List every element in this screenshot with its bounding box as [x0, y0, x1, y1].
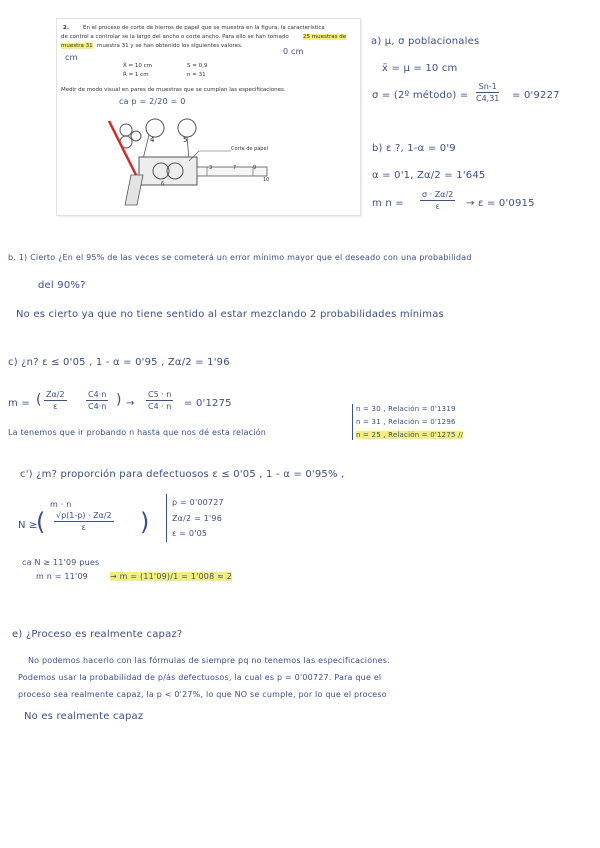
- label-3: 3: [209, 165, 213, 171]
- d-result-highlight: → m = (11'09)/1 = 1'008 ≈ 2: [110, 572, 233, 581]
- c-f2-den: C4·n: [88, 402, 107, 411]
- mn-den: ε: [435, 202, 440, 211]
- c-trial-3: n = 25 , Relación = 0'1275 //: [356, 431, 464, 439]
- stat-xbar: X̄ = 10 cm: [123, 63, 153, 69]
- sigma-result: = 0'9227: [512, 90, 560, 101]
- statement-line-3: muestra 31 y se han obtenido los siguientes valores.: [97, 43, 243, 49]
- c-trials-bracket: [352, 404, 353, 440]
- d-result-line-1: ca N ≥ 11'09 pues: [22, 558, 100, 567]
- label-10: 10: [263, 177, 270, 183]
- d-param-z: Zα/2 = 1'96: [172, 514, 222, 523]
- label-9: 9: [253, 165, 257, 171]
- c-open-paren: (: [36, 392, 42, 408]
- d-denom: ε: [81, 523, 86, 532]
- d-fraction: [54, 511, 114, 532]
- c-trial-1: n = 30 , Relación = 0'1319: [356, 405, 456, 413]
- c-title: c) ¿n? ε ≤ 0'05 , 1 - α = 0'95 , Zα/2 = 1'96: [8, 357, 230, 368]
- sigma-fraction: [476, 82, 499, 103]
- d-lhs-top: m · n: [50, 500, 72, 509]
- statement-line-2: de control a controlar se la largo del ancho o corte ancho. Para ello se han tomado: [61, 34, 289, 40]
- e-title: e) ¿Proceso es realmente capaz?: [12, 629, 183, 640]
- statement-highlight-tag: muestra 31: [61, 43, 93, 49]
- e-line-1: No podemos hacerlo con las fórmulas de siempre pq no tenemos las especificaciones.: [28, 656, 390, 665]
- mean-equation: x̄ = μ = 10 cm: [382, 63, 458, 74]
- sigma-num: Sn-1: [476, 82, 499, 93]
- e-line-4: No es realmente capaz: [24, 711, 144, 722]
- statement-highlight: 25 muestras de: [303, 34, 347, 40]
- pasted-exercise-image: [56, 18, 361, 216]
- e-line-2: Podemos usar la probabilidad de p/ás defectuosos, la cual es p = 0'00727. Para que el: [18, 673, 382, 682]
- d-open-paren: (: [36, 508, 46, 536]
- d-close-paren: ): [140, 508, 150, 536]
- c-note: La tenemos que ir probando n hasta que nos dé esta relación: [8, 428, 267, 437]
- c-arrow-num: C5 · n: [148, 390, 172, 399]
- c-fraction-2: [86, 390, 108, 411]
- mn-num: σ · Zα/2: [422, 190, 454, 199]
- d-param-p: p = 0'00727: [172, 498, 224, 507]
- d-lhs: N ≥: [18, 520, 38, 531]
- d-result-line-2: m n = 11'09: [36, 572, 88, 581]
- section-b-title: b) ε ?, 1-α = 0'9: [372, 143, 456, 154]
- d-title: c') ¿m? proporción para defectuosos ε ≤ 0'05 , 1 - α = 0'95% ,: [20, 469, 345, 480]
- c-arrow-den: C4 · n: [148, 402, 172, 411]
- e-line-3: proceso sea realmente capaz, la p < 0'27%, lo que NO se cumple, por lo que el proceso: [18, 690, 387, 699]
- label-6: 6: [161, 181, 165, 187]
- label-5: 5: [183, 136, 188, 144]
- note-dm: 0 cm: [283, 47, 304, 56]
- c-close-paren: ): [116, 392, 122, 408]
- d-root-expr: √p(1-p) · Zα/2: [56, 511, 112, 520]
- c-f2-num: C4·n: [88, 390, 107, 399]
- b1-question-line-1: b. 1) Cierto ¿En el 95% de las veces se cometerá un error mínimo mayor que el deseado con una probabilidad: [8, 253, 472, 262]
- mn-lhs: m n =: [372, 198, 404, 209]
- c-fraction-3: [146, 390, 173, 411]
- paper-cutter-diagram: [103, 115, 283, 213]
- statement-line-1: En el proceso de corte de hierros de papel que se muestra en la figura, la característica: [83, 25, 325, 31]
- sigma-den: C4,31: [476, 94, 500, 103]
- label-7: 7: [233, 165, 237, 171]
- d-param-eps: ε = 0'05: [172, 529, 208, 538]
- mn-fraction: [420, 190, 455, 211]
- c-eq-result: = 0'1275: [184, 398, 232, 409]
- b1-question-line-2: del 90%?: [38, 280, 86, 291]
- c-arrow: →: [126, 398, 135, 409]
- statement-line-4: Medir de modo visual en pares de muestras que se cumplan las especificaciones.: [61, 87, 286, 93]
- c-f1-num: Zα/2: [46, 390, 65, 399]
- diagram-caption: Corte de papel: [231, 146, 268, 152]
- alpha-line: α = 0'1, Zα/2 = 1'645: [372, 170, 486, 181]
- c-trial-2: n = 31 , Relación = 0'1296: [356, 418, 456, 426]
- stat-rbar: R̄ = 1 cm: [123, 72, 149, 78]
- c-f1-den: ε: [53, 402, 58, 411]
- label-4: 4: [150, 136, 155, 144]
- exercise-number: 2.: [63, 25, 69, 31]
- section-a-title: a) μ, σ poblacionales: [371, 36, 480, 47]
- mn-result: → ε = 0'0915: [466, 198, 535, 209]
- stat-s: S = 0,9: [187, 63, 208, 69]
- b1-answer: No es cierto ya que no tiene sentido al estar mezclando 2 probabilidades mínimas: [16, 309, 444, 320]
- d-params-bracket: [166, 494, 167, 542]
- c-m-label: m =: [8, 398, 30, 409]
- stat-n: n = 31: [187, 72, 206, 78]
- note-cm: cm: [65, 53, 78, 62]
- sigma-lhs: σ = (2º método) =: [372, 90, 469, 101]
- c-fraction-1: [44, 390, 67, 411]
- p-note: ca p = 2/20 = 0: [119, 97, 186, 106]
